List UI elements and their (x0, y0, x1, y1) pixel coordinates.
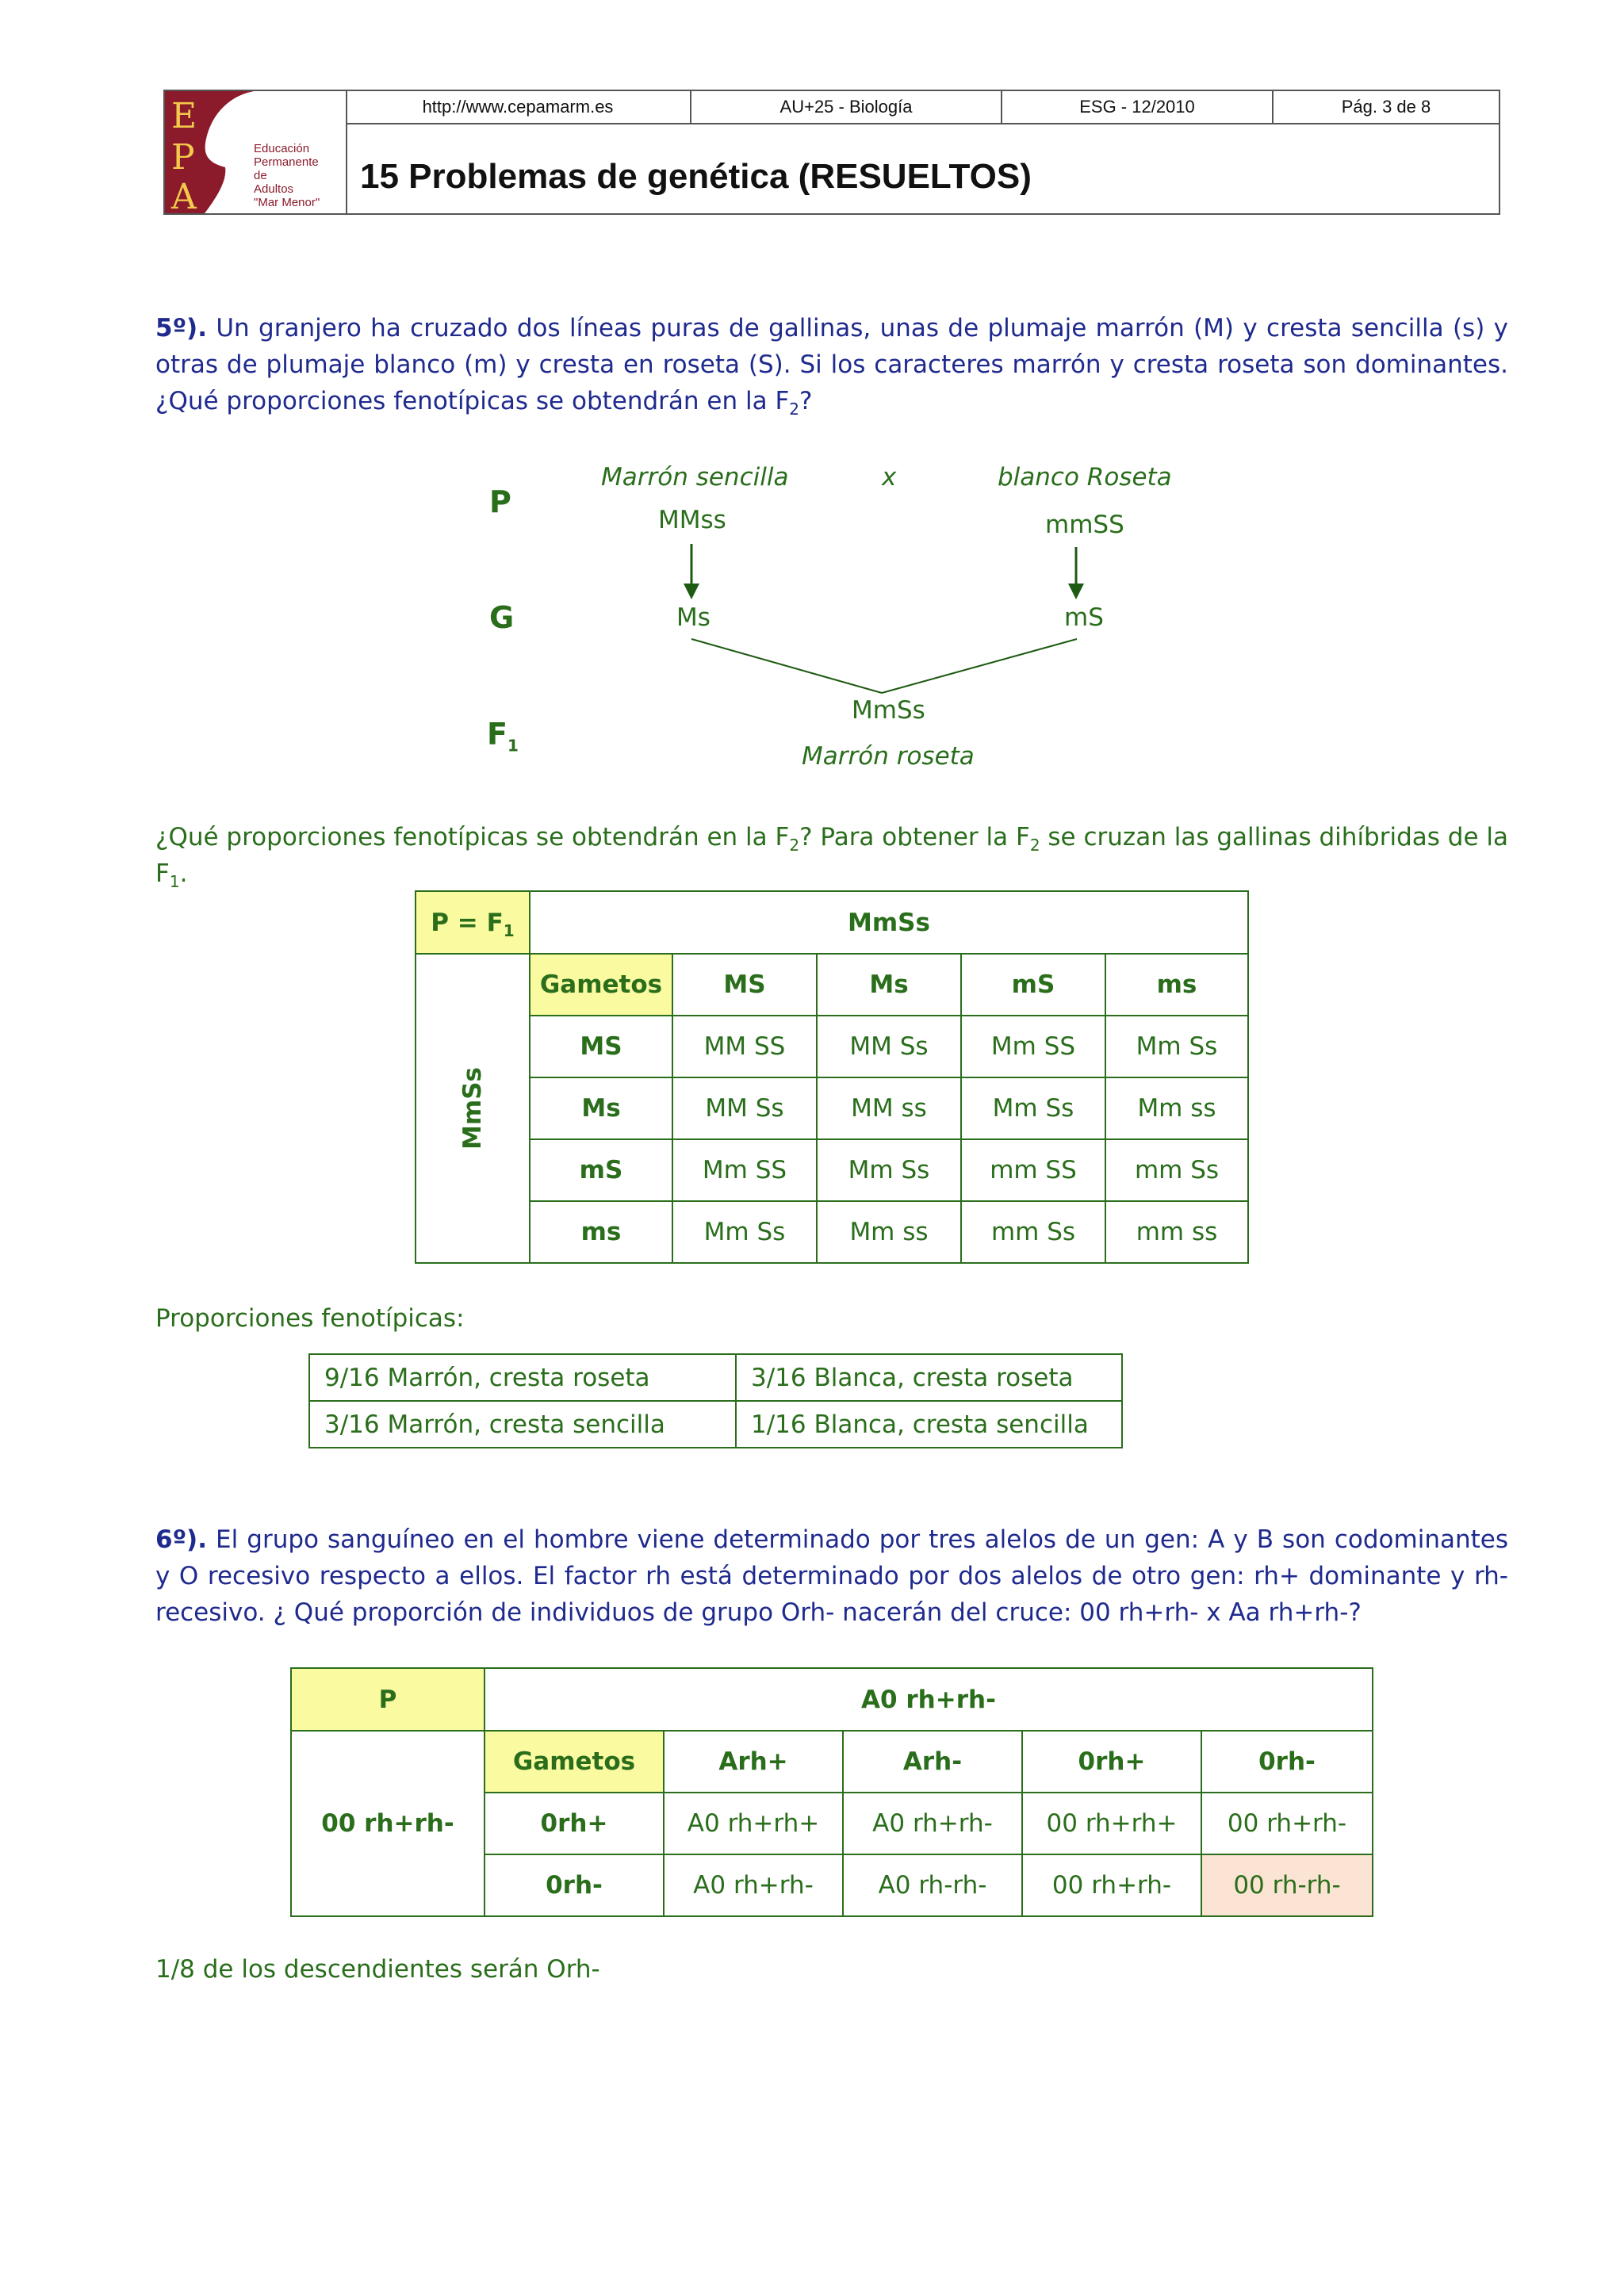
parent-2-genotype: mmSS (1045, 511, 1124, 539)
gametes-header: Gametos (530, 954, 672, 1016)
punnett-table-blood-group (290, 1667, 1373, 1917)
parent-1-genotype: MMss (658, 506, 726, 534)
genotype-cell: Mm SS (672, 1139, 817, 1201)
problem-6-text: El grupo sanguíneo en el hombre viene determinado por tres alelos de un gen: A y B son codominantes y O recesivo respecto a ellos. El factor rh está determinado por dos alelos de otro gen: rh+ dominante y rh- recesivo. ¿ Qué proporción de individuos de grupo Orh- nacerán del cruce: 00 rh+rh- x Aa rh+rh-? (155, 1525, 1508, 1627)
gamete-2: mS (1064, 603, 1104, 632)
logo-letter-e: E (171, 96, 197, 136)
punnett-corner: P (291, 1668, 485, 1731)
gamete-row-header: 0rh- (485, 1854, 664, 1916)
gamete-col-header: Arh+ (664, 1731, 843, 1793)
gamete-col-header: mS (961, 954, 1105, 1016)
logo-line: Adultos (254, 182, 294, 196)
genotype-cell: A0 rh+rh- (843, 1793, 1022, 1854)
table-row (416, 1139, 1248, 1201)
genotype-cell: mm ss (1105, 1201, 1248, 1263)
generation-label-f1 (487, 717, 519, 756)
problem-6-statement (155, 1521, 1508, 1631)
genotype-cell: Mm Ss (817, 1139, 961, 1201)
gamete-col-header: MS (672, 954, 817, 1016)
table-row (309, 1401, 1122, 1448)
genotype-cell: Mm ss (817, 1201, 961, 1263)
generation-label-g: G (489, 600, 515, 635)
f1-genotype: MmSs (852, 696, 925, 725)
logo-line: "Mar Menor" (254, 196, 320, 209)
text-part: . (179, 859, 188, 888)
genotype-cell: mm SS (961, 1139, 1105, 1201)
side-parent-cell (416, 954, 530, 1263)
document-title: 15 Problemas de genética (RESUELTOS) (360, 157, 1032, 196)
top-parent-genotype: A0 rh+rh- (485, 1668, 1373, 1731)
proportion-cell: 3/16 Marrón, cresta sencilla (309, 1401, 736, 1448)
conclusion-text: 1/8 de los descendientes serán Orh- (155, 1955, 600, 1984)
phenotype-proportions-table (308, 1353, 1123, 1448)
parent-1-phenotype: Marrón sencilla (601, 463, 789, 492)
table-row (416, 1016, 1248, 1077)
genotype-cell: MM Ss (672, 1077, 817, 1139)
punnett-corner (416, 891, 530, 954)
genotype-cell: 00 rh+rh- (1022, 1854, 1201, 1916)
gamete-col-header: 0rh- (1201, 1731, 1373, 1793)
genotype-cell: mm Ss (961, 1201, 1105, 1263)
header-page: Pág. 3 de 8 (1341, 97, 1431, 117)
corner-label: P = F (431, 908, 504, 937)
genotype-cell: MM Ss (817, 1016, 961, 1077)
genotype-cell: MM ss (817, 1077, 961, 1139)
gamete-row-header: Ms (530, 1077, 672, 1139)
problem-5-f2-explanation (155, 819, 1508, 892)
gamete-col-header: Arh- (843, 1731, 1022, 1793)
problem-5-number: 5º). (155, 314, 207, 342)
side-parent-genotype: 00 rh+rh- (291, 1731, 485, 1916)
problem-5-text: Un granjero ha cruzado dos líneas puras de gallinas, unas de plumaje marrón (M) y cresta sencilla (s) y otras de plumaje blanco (m) y cresta en roseta (S). Si los caracteres marrón y cresta roseta son dominantes. ¿Qué proporciones fenotípicas se obtendrán en la F (155, 314, 1508, 415)
gamete-row-header: mS (530, 1139, 672, 1201)
gamete-row-header: 0rh+ (485, 1793, 664, 1854)
genotype-cell: A0 rh+rh+ (664, 1793, 843, 1854)
header-code: ESG - 12/2010 (1002, 91, 1274, 123)
table-row (416, 1077, 1248, 1139)
text-part: ? Para obtener la F (799, 823, 1030, 851)
text-part: ¿Qué proporciones fenotípicas se obtendrán en la F (155, 823, 790, 851)
logo-letter-a: A (171, 177, 197, 213)
side-parent-genotype: MmSs (458, 1067, 487, 1150)
logo-line: Educación (254, 142, 310, 155)
proportions-label: Proporciones fenotípicas: (155, 1304, 465, 1333)
header-course: AU+25 - Biología (691, 91, 1002, 123)
logo-line: de (254, 169, 267, 182)
logo-line: Permanente (254, 155, 319, 169)
problem-6-number: 6º). (155, 1525, 207, 1554)
gamete-col-header: ms (1105, 954, 1248, 1016)
subscript: 1 (503, 920, 515, 940)
proportion-cell: 3/16 Blanca, cresta roseta (736, 1354, 1122, 1401)
subscript: 2 (1029, 836, 1040, 855)
cross-symbol: x (882, 463, 897, 492)
f1-phenotype: Marrón roseta (802, 742, 975, 771)
genotype-cell: mm Ss (1105, 1139, 1248, 1201)
subscript: 2 (789, 836, 800, 855)
table-row (416, 1201, 1248, 1263)
genotype-cell: Mm Ss (961, 1077, 1105, 1139)
header-url[interactable]: http://www.cepamarm.es (346, 91, 691, 123)
gametes-header: Gametos (485, 1731, 664, 1793)
highlighted-genotype-cell: 00 rh-rh- (1201, 1854, 1373, 1916)
genotype-cell: MM SS (672, 1016, 817, 1077)
subscript: 2 (789, 400, 800, 419)
gamete-row-header: MS (530, 1016, 672, 1077)
genotype-cell: Mm Ss (1105, 1016, 1248, 1077)
gamete-col-header: Ms (817, 954, 961, 1016)
genotype-cell: Mm SS (961, 1016, 1105, 1077)
subscript: 1 (507, 736, 519, 756)
genotype-cell: Mm ss (1105, 1077, 1248, 1139)
gamete-col-header: 0rh+ (1022, 1731, 1201, 1793)
genotype-cell: A0 rh-rh- (843, 1854, 1022, 1916)
parent-2-phenotype: blanco Roseta (998, 463, 1172, 492)
generation-label-p: P (489, 484, 511, 519)
f-letter: F (487, 717, 508, 752)
genotype-cell: 00 rh+rh- (1201, 1793, 1373, 1854)
subscript: 1 (169, 872, 180, 892)
top-parent-genotype: MmSs (530, 891, 1248, 954)
gamete-1: Ms (676, 603, 710, 632)
text-part: se cruzan las gallinas dihíbridas de la F (155, 823, 1509, 888)
punnett-table-f2 (415, 890, 1249, 1264)
genotype-cell: Mm Ss (672, 1201, 817, 1263)
table-row (309, 1354, 1122, 1401)
genotype-cell: 00 rh+rh+ (1022, 1793, 1201, 1854)
problem-5-end: ? (799, 387, 813, 415)
genotype-cell: A0 rh+rh- (664, 1854, 843, 1916)
logo-letter-p: P (171, 137, 195, 178)
proportion-cell: 9/16 Marrón, cresta roseta (309, 1354, 736, 1401)
gamete-row-header: ms (530, 1201, 672, 1263)
proportion-cell: 1/16 Blanca, cresta sencilla (736, 1401, 1122, 1448)
